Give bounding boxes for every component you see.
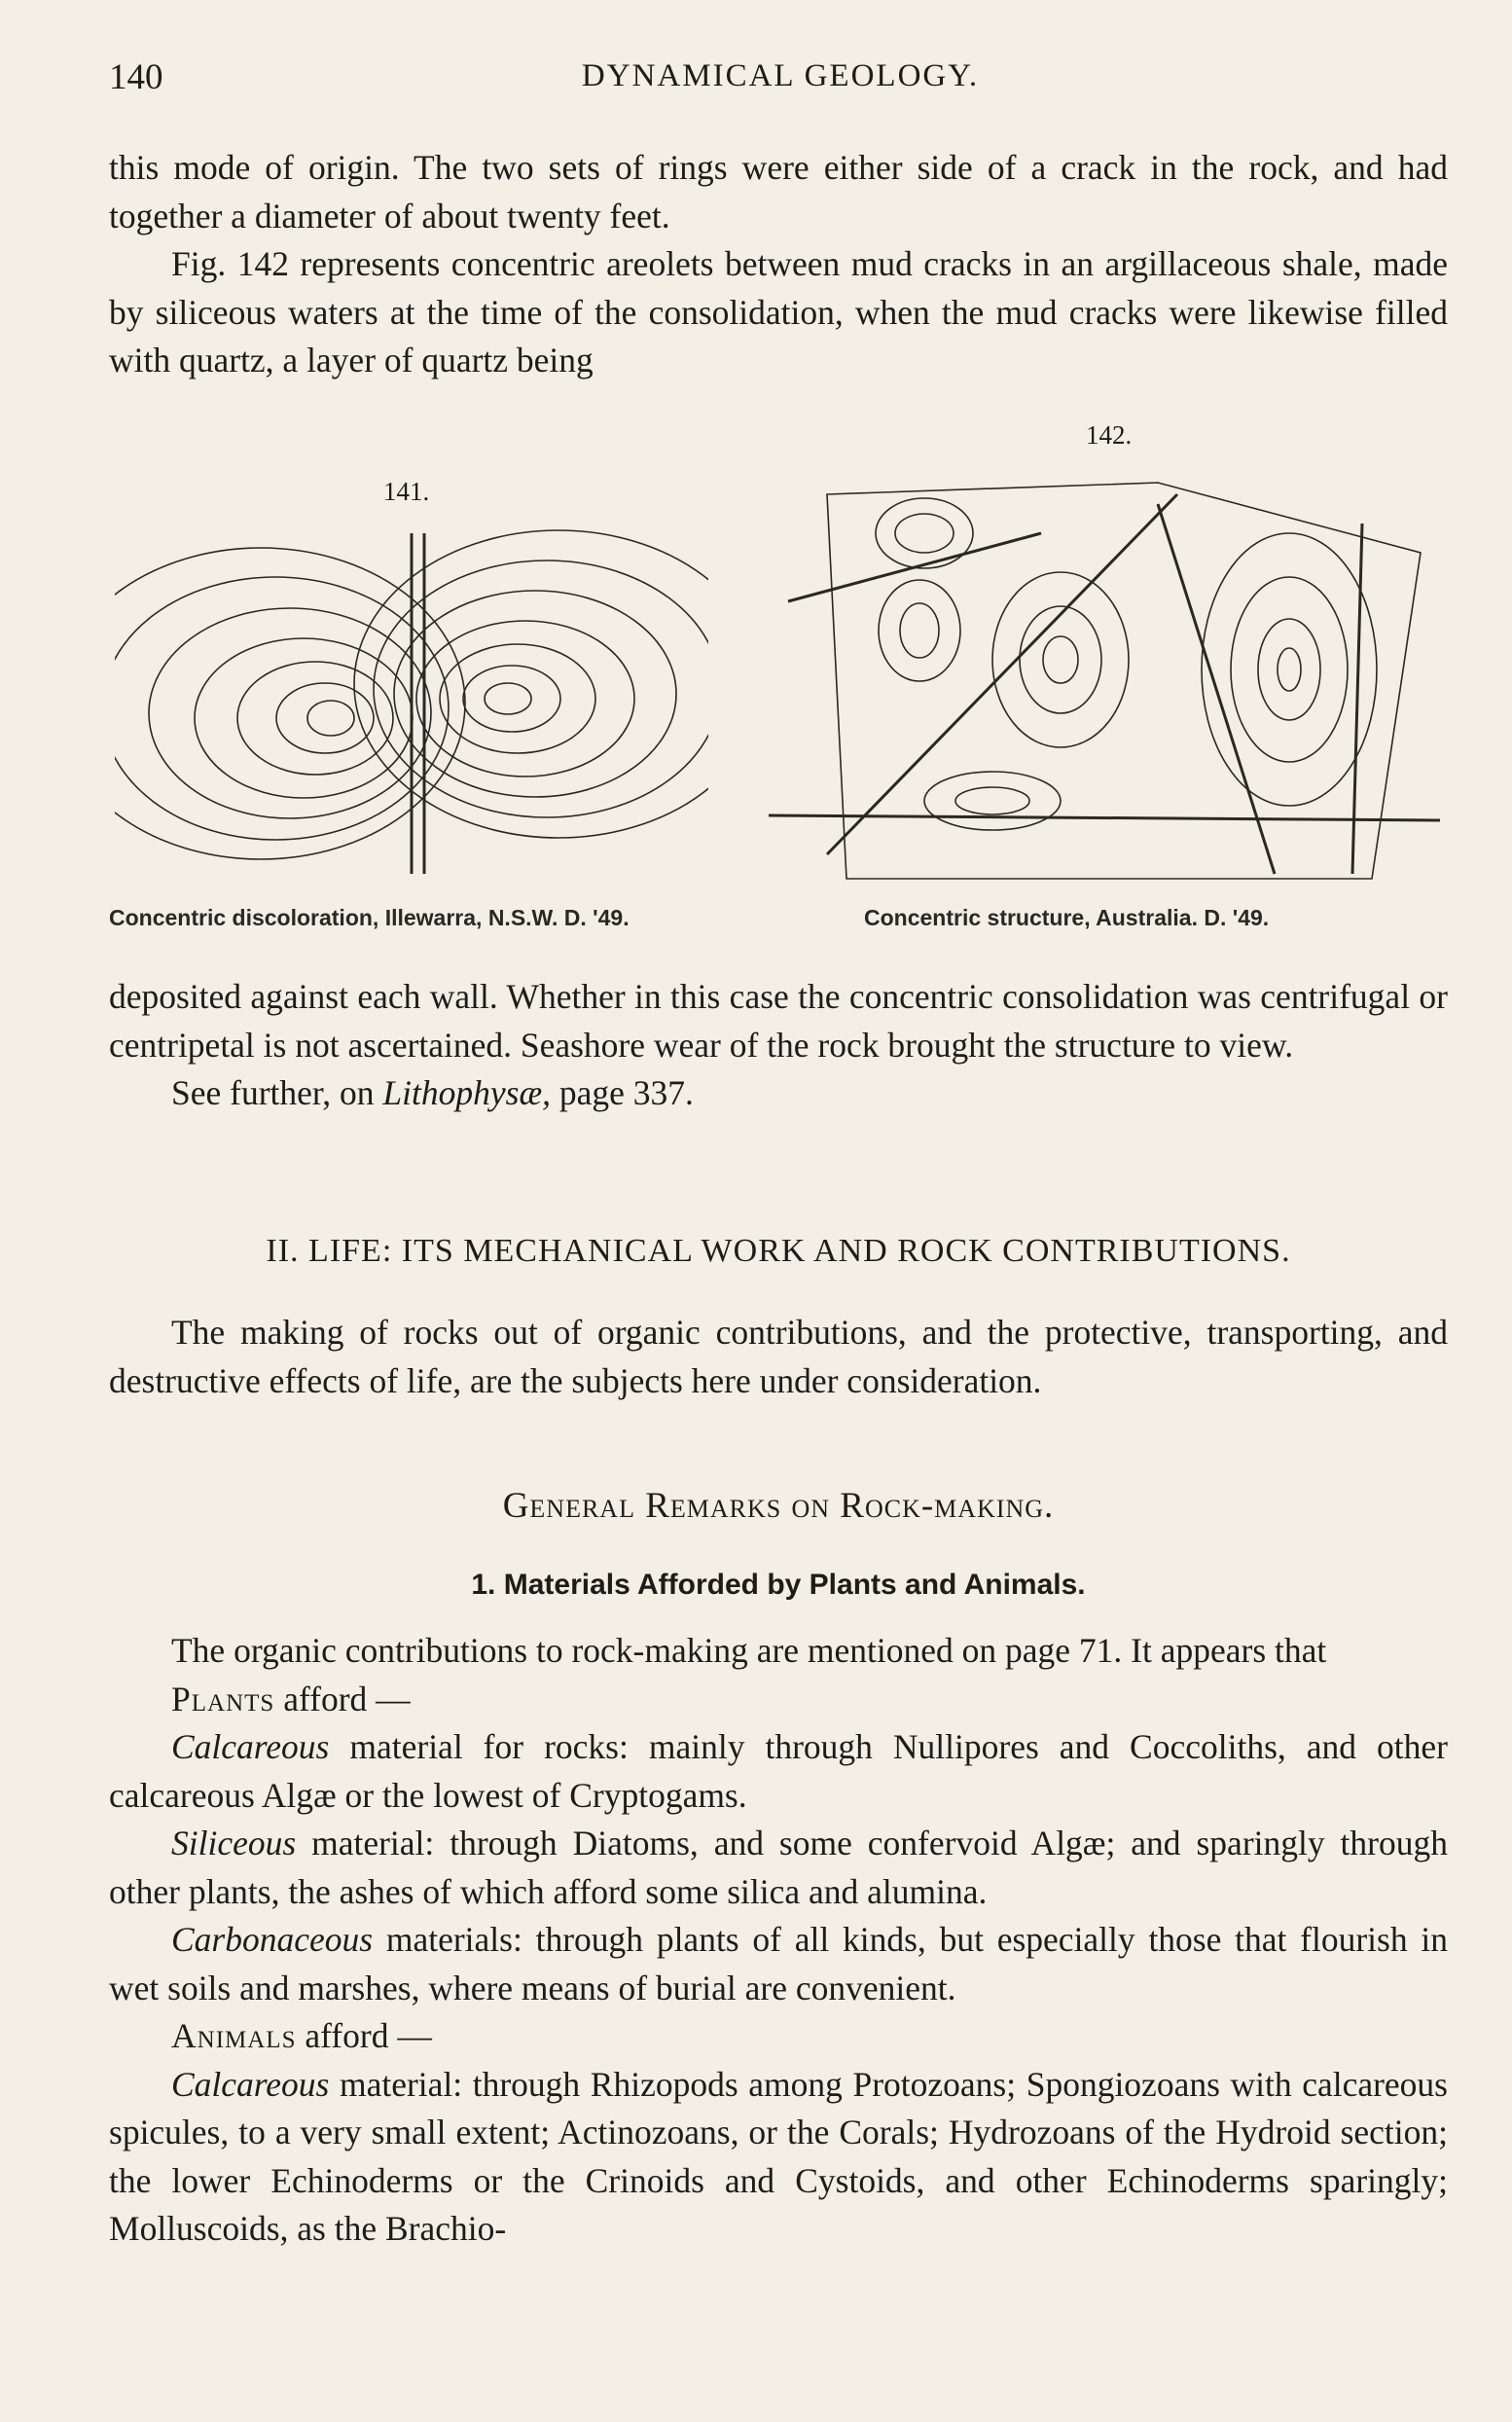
figure-142-number: 142.: [1086, 420, 1133, 450]
paragraph-fig142: Fig. 142 represents concentric areolets between mud cracks in an argillaceous shale, made by siliceous waters at the time of the consolidation, when the mud cracks were likewise filled with quartz, a layer of quartz being: [109, 244, 1448, 380]
running-title: DYNAMICAL GEOLOGY.: [581, 58, 980, 93]
figure-141-caption: Concentric discoloration, Illewarra, N.S.W. D. '49.: [109, 905, 630, 930]
figure-141-concentric-discoloration: [115, 514, 708, 876]
subheading-general-remarks: General Remarks on Rock-making.: [502, 1486, 1055, 1526]
plants-afford: Plants afford —: [171, 1679, 411, 1718]
section-intro: [109, 1309, 1448, 1405]
paragraph-intro: The making of rocks out of organic contributions, and the protective, transporting, and destructive effects of life, are the subjects here under consideration.: [109, 1313, 1448, 1400]
page-number: 140: [109, 57, 163, 97]
subheading-materials: 1. Materials Afforded by Plants and Animals.: [471, 1569, 1086, 1601]
section-heading: II. LIFE: ITS MECHANICAL WORK AND ROCK CONTRIBUTIONS.: [266, 1233, 1291, 1269]
plants-siliceous: Siliceous material: through Diatoms, and some confervoid Algæ; and sparingly through other plants, the ashes of which afford some silica and alumina.: [109, 1824, 1448, 1911]
lithophysae-term: Lithophysæ,: [382, 1073, 552, 1112]
materials-body: [109, 1627, 1448, 2254]
figure-142-caption: Concentric structure, Australia. D. '49.: [864, 905, 1270, 930]
paragraph-see-further: See further, on Lithophysæ, page 337.: [171, 1073, 694, 1112]
figure-141-number: 141.: [383, 477, 430, 506]
running-header: [109, 56, 1452, 105]
paragraph-origin: this mode of origin. The two sets of rings were either side of a crack in the rock, and had together a diameter of about twenty feet.: [109, 148, 1448, 235]
animals-afford: Animals afford —: [171, 2016, 432, 2055]
plants-carbonaceous: Carbonaceous materials: through plants of all kinds, but especially those that flourish in wet soils and marshes, where means of burial are convenient.: [109, 1920, 1448, 2007]
paragraph-organic: The organic contributions to rock-making are mentioned on page 71. It appears that: [171, 1631, 1327, 1670]
top-paragraphs: [109, 144, 1448, 385]
paragraph-deposited: deposited against each wall. Whether in this case the concentric consolidation was centrifugal or centripetal is not ascertained. Seashore wear of the rock brought the structure to view.: [109, 977, 1448, 1065]
animals-calcareous: Calcareous material: through Rhizopods among Protozoans; Spongiozoans with calcareous spicules, to a very small extent; Actinozoans, or the Corals; Hydrozoans of the Hydroid section; the lower Echinoderms or the Crinoids and Cystoids, and other Echinoderms sparingly; Molluscoids, as the Brachio-: [109, 2064, 1448, 2248]
figure-142-concentric-structure: [769, 465, 1440, 884]
middle-paragraphs: [109, 973, 1448, 1118]
plants-calcareous: Calcareous material for rocks: mainly through Nullipores and Coccoliths, and other calcareous Algæ or the lowest of Cryptogams.: [109, 1727, 1448, 1815]
